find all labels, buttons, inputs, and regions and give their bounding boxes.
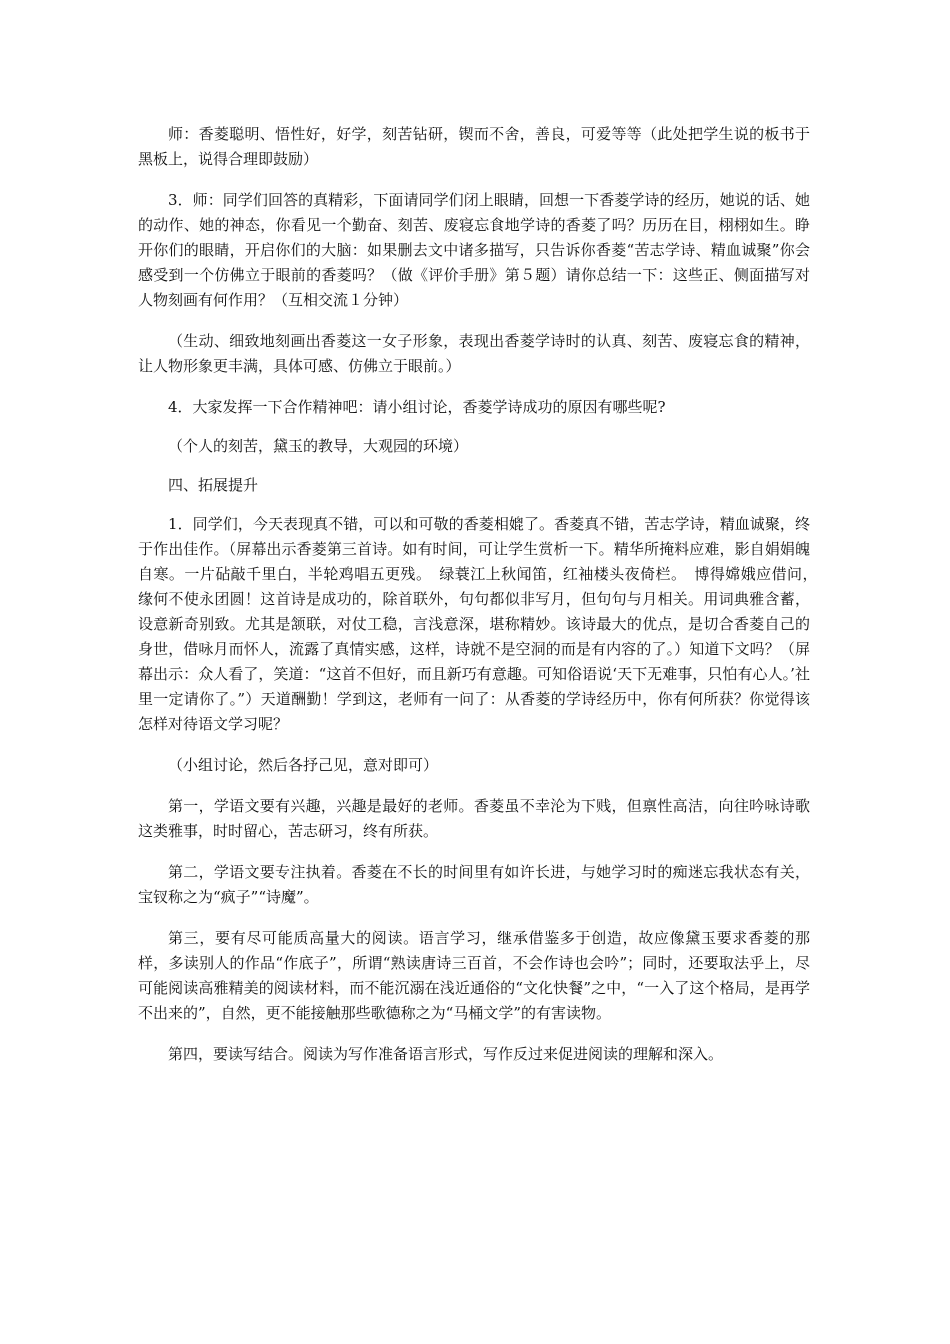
paragraph-extension-1: 1．同学们，今天表现真不错，可以和可敬的香菱相媲了。香菱真不错，苦志学诗，精血诚聚，终于作出佳作。（屏幕出示香菱第三首诗。如有时间，可让学生赏析一下。精华所掩料应难，影自娟娟魄自寒。一片砧敲千里白，半轮鸡唱五更残。 绿蓑江上秋闻笛，红袖楼头夜倚栏。 博得嫦娥应借问， 缘何不使永团圆！这首诗是成功的，除首联外，句句都似非写月，但句句与月相关。用词典雅含蓄，设意新奇别致。尤其是颔联，对仗工稳，言浅意深，堪称精妙。该诗最大的优点，是切合香菱自己的身世，借咏月而怀人，流露了真情实感，这样，诗就不是空洞的而是有内容的了。）知道下文吗？（屏幕出示：众人看了，笑道：“这首不但好，而且新巧有意趣。可知俗语说‘天下无难事，只怕有心人。’社里一定请你了。”）天道酬勤！学到这，老师有一问了：从香菱的学诗经历中，你有何所获？你觉得该怎样对待语文学习呢？ [138, 515, 826, 733]
paragraph-point-4: 第四，要读写结合。阅读为写作准备语言形式，写作反过来促进阅读的理解和深入。 [168, 1045, 724, 1063]
paragraph-point-2: 第二，学语文要专注执着。香菱在不长的时间里有如许长进，与她学习时的痴迷忘我状态有关，宝钗称之为“疯子”“诗魔”。 [138, 863, 810, 906]
paragraph-group-discussion: （小组讨论，然后各抒己见，意对即可） [168, 756, 439, 774]
paragraph-point-1: 第一，学语文要有兴趣，兴趣是最好的老师。香菱虽不幸沦为下贱，但禀性高洁，向往吟咏诗歌这类雅事，时时留心，苦志研习，终有所获。 [138, 797, 810, 840]
paragraph-point-3: 第三，要有尽可能质高量大的阅读。语言学习，继承借鉴多于创造，故应像黛玉要求香菱的那样，多读别人的作品“作底子”，所谓“熟读唐诗三百首，不会作诗也会吟”；同时，还要取法乎上，尽可能阅读高雅精美的阅读材料，而不能沉溺在浅近通俗的“文化快餐”之中，“一入了这个格局，是再学不出来的”，自然，更不能接触那些歌德称之为“马桶文学”的有害读物。 [138, 929, 810, 1022]
paragraph-step-3: 3．师：同学们回答的真精彩，下面请同学们闭上眼睛，回想一下香菱学诗的经历，她说的话、她的动作、她的神态，你看见一个勤奋、刻苦、废寝忘食地学诗的香菱了吗？历历在目，栩栩如生。睁开你们的眼睛，开启你们的大脑：如果删去文中诸多描写，只告诉你香菱“苦志学诗、精血诚聚”你会感受到一个仿佛立于眼前的香菱吗？（做《评价手册》第５题）请你总结一下：这些正、侧面描写对人物刻画有何作用？（互相交流１分钟） [138, 191, 810, 309]
paragraph-step-3-answer: （生动、细致地刻画出香菱这一女子形象，表现出香菱学诗时的认真、刻苦、废寝忘食的精神，让人物形象更丰满，具体可感、仿佛立于眼前。） [138, 332, 810, 375]
paragraph-step-4: 4．大家发挥一下合作精神吧：请小组讨论，香菱学诗成功的原因有哪些呢? [168, 398, 666, 416]
section-heading-extension: 四、拓展提升 [168, 476, 259, 494]
paragraph-step-4-answer: （个人的刻苦，黛玉的教导，大观园的环境） [168, 437, 469, 455]
paragraph-teacher-summary: 师：香菱聪明、悟性好，好学，刻苦钻研，锲而不舍，善良，可爱等等（此处把学生说的板书于黑板上，说得合理即鼓励） [138, 125, 810, 168]
document-body [138, 122, 826, 1083]
